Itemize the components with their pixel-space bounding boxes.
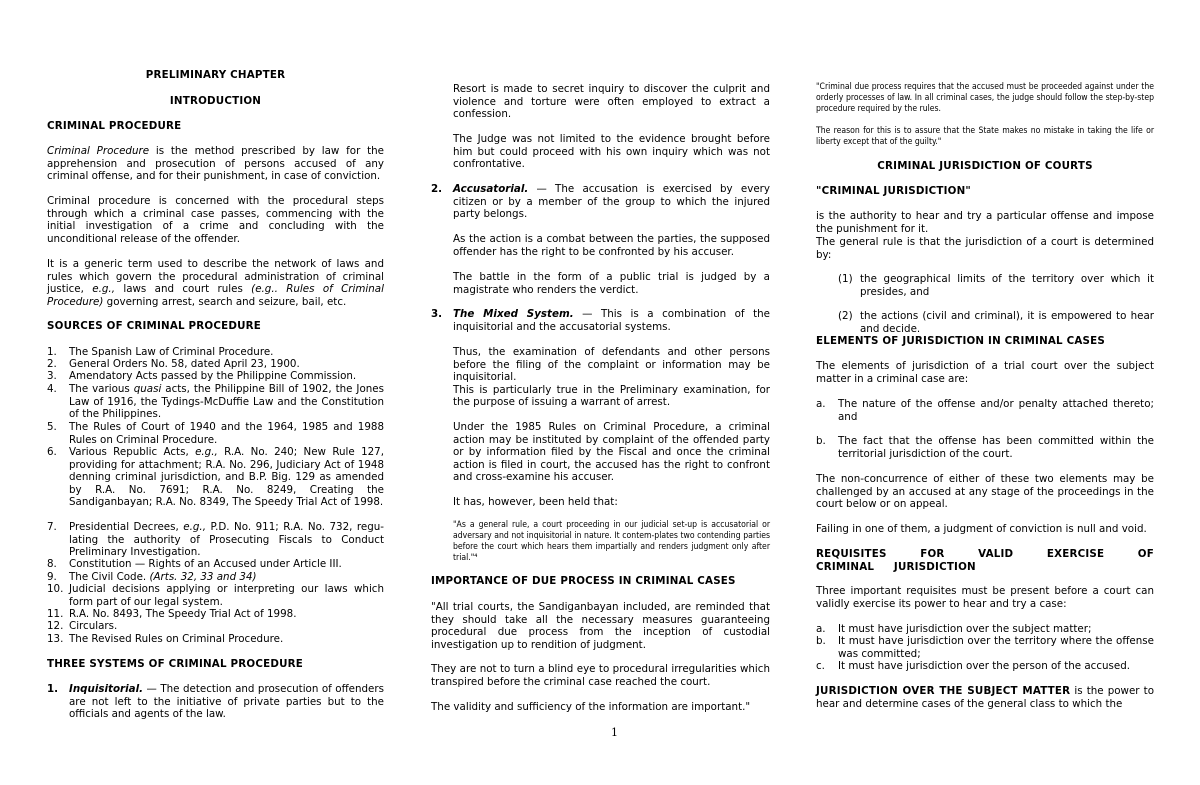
block-quote: "As a general rule, a court proceeding in our judicial set-up is accusatorial or adversary and not inquisitorial in nature. It contem-plates two contending parties before the court which hears them impartially and renders judgment only after trial."⁴ <box>453 520 770 563</box>
section-heading-criminal-procedure: CRIMINAL PROCEDURE <box>47 120 182 132</box>
definition-term: Criminal Procedure <box>47 145 150 157</box>
list-item: 13. The Revised Rules on Criminal Procedure. <box>47 633 284 645</box>
paragraph: It has, however, been held that: <box>453 496 618 508</box>
list-item: b. The fact that the offense has been committed within the territorial jurisdiction of the court. <box>816 435 1154 460</box>
list-item: 11. R.A. No. 8493, The Speedy Trial Act of 1998. <box>47 608 297 620</box>
paragraph: The battle in the form of a public trial is judged by a magistrate who renders the verdict. <box>453 271 770 296</box>
list-item: 3. Amendatory Acts passed by the Philippine Commission. <box>47 370 357 382</box>
paragraph: Failing in one of them, a judgment of conviction is null and void. <box>816 523 1147 535</box>
list-item: (1) the geographical limits of the territory over which it presides, and <box>838 273 1154 298</box>
list-item: (2) the actions (civil and criminal), it is empowered to hear and decide. <box>838 310 1154 335</box>
quote-paragraph: "Criminal due process requires that the accused must be proceeded against under the orderly processes of law. In all criminal cases, the judge should follow the step-by-step procedure required by the rules. <box>816 82 1154 114</box>
paragraph-generic-term: It is a generic term used to describe the network of laws and rules which govern the procedural administration of criminal justice, e.g., laws and court rules (e.g.. Rules of Criminal Procedure) governing arrest, search and seizure, bail, etc. <box>47 258 384 308</box>
quote-paragraph: The reason for this is to assure that the State makes no mistake in taking the life or liberty except that of the guilty." <box>816 126 1154 147</box>
list-item: 7. Presidential Decrees, e.g., P.D. No. 911; R.A. No. 732, regu-lating the authority of Prosecuting Fiscals to Conduct Preliminary Investigation. <box>47 521 385 559</box>
system-item-mixed: 3. The Mixed System. — This is a combination of the inquisitorial and the accusatorial systems. <box>431 308 770 333</box>
section-heading-sources: SOURCES OF CRIMINAL PROCEDURE <box>47 320 262 332</box>
list-item: 2. General Orders No. 58, dated April 23, 1900. <box>47 358 300 370</box>
paragraph: Under the 1985 Rules on Criminal Procedure, a criminal action may be instituted by complaint of the offended party or by information filed by the Fiscal and once the criminal action is filed in court, the accused has the right to confront and cross-examine his accuser. <box>453 421 770 484</box>
list-item: 6. Various Republic Acts, e.g., R.A. No. 240; New Rule 127, providing for attachment; R.A. No. 296, Judiciary Act of 1948 denning criminal jurisdiction, and B.P. Big. 129 as amended by R.A. No. 7691; R.A. No. 8249, Creating the Sandiganbayan; R.A. No. 8349, The Speedy Trial Act of 1998. <box>47 446 384 509</box>
paragraph: The Judge was not limited to the evidence brought before him but could proceed with his own inquiry which was not confrontative. <box>453 133 770 171</box>
paragraph-steps: Criminal procedure is concerned with the procedural steps through which a criminal case passes, commencing with the initial investigation of a crime and concluding with the unconditional release of the offender. <box>47 195 384 245</box>
list-item: 8. Constitution — Rights of an Accused under Article III. <box>47 558 342 570</box>
list-item: a. It must have jurisdiction over the subject matter; <box>816 623 1092 635</box>
paragraph: Thus, the examination of defendants and other persons before the filing of the complaint or information may be inquisitorial. This is particularly true in the Preliminary examination, for the purpose of issuing a warrant of arrest. <box>453 346 770 409</box>
section-heading-criminal-jurisdiction: "CRIMINAL JURISDICTION" <box>816 185 971 197</box>
section-heading-jurisdiction-of-courts: CRIMINAL JURISDICTION OF COURTS <box>877 160 1093 172</box>
list-item: 9. The Civil Code. (Arts. 32, 33 and 34) <box>47 571 257 583</box>
system-item-accusatorial: 2. Accusatorial. — The accusation is exercised by every citizen or by a member of the group to which the injured party belongs. <box>431 183 770 221</box>
list-item: 12. Circulars. <box>47 620 118 632</box>
paragraph: is the authority to hear and try a particular offense and impose the punishment for it. <box>816 210 1154 235</box>
definition-text: is the method prescribed by law for the apprehension and prosecution of persons accused of any criminal offense, and for their punishment, in case of conviction. <box>47 145 384 183</box>
list-item: 4. The various quasi acts, the Philippine Bill of 1902, the Jones Law of 1916, the Tydings-McDuffie Law and the Constitution of the Philippines. <box>47 383 384 421</box>
list-item: a. The nature of the offense and/or penalty attached thereto; and <box>816 398 1154 423</box>
page-number: 1 <box>611 726 618 739</box>
paragraph: "All trial courts, the Sandiganbayan included, are reminded that they should take all the necessary measures guaranteeing procedural due process from the inception of custodial investigation up to rendition of judgment. <box>431 601 770 651</box>
list-item: 1. The Spanish Law of Criminal Procedure. <box>47 346 274 358</box>
section-heading-due-process: IMPORTANCE OF DUE PROCESS IN CRIMINAL CASES <box>431 575 736 587</box>
section-heading-three-systems: THREE SYSTEMS OF CRIMINAL PROCEDURE <box>47 658 304 670</box>
paragraph: Three important requisites must be present before a court can validly exercise its power to hear and try a case: <box>816 585 1154 610</box>
definition-paragraph <box>47 145 384 183</box>
paragraph: As the action is a combat between the parties, the supposed offender has the right to be confronted by his accuser. <box>453 233 770 258</box>
section-heading-elements: ELEMENTS OF JURISDICTION IN CRIMINAL CASES <box>816 335 1105 347</box>
list-item: b. It must have jurisdiction over the territory where the offense was committed; <box>816 635 1154 660</box>
section-heading-requisites: REQUISITES FOR VALID EXERCISE OF CRIMINAL JURISDICTION <box>816 548 1154 573</box>
paragraph-subject-matter: JURISDICTION OVER THE SUBJECT MATTER is the power to hear and determine cases of the general class to which the <box>816 685 1154 710</box>
list-item: c. It must have jurisdiction over the person of the accused. <box>816 660 1131 672</box>
intro-title: INTRODUCTION <box>169 95 262 107</box>
paragraph: The validity and sufficiency of the information are important." <box>431 701 751 713</box>
paragraph: The general rule is that the jurisdiction of a court is determined by: <box>816 236 1154 261</box>
paragraph: They are not to turn a blind eye to procedural irregularities which transpired before the criminal case reached the court. <box>431 663 770 688</box>
paragraph: The non-concurrence of either of these two elements may be challenged by an accused at any stage of the proceedings in the court below or on appeal. <box>816 473 1154 511</box>
paragraph: The elements of jurisdiction of a trial court over the subject matter in a criminal case are: <box>816 360 1154 385</box>
list-item: 10. Judicial decisions applying or interpreting our laws which form part of our legal system. <box>47 583 384 608</box>
paragraph: Resort is made to secret inquiry to discover the culprit and violence and torture were often employed to extract a confession. <box>453 83 770 121</box>
chapter-title: PRELIMINARY CHAPTER <box>145 69 286 81</box>
list-item: 5. The Rules of Court of 1940 and the 1964, 1985 and 1988 Rules on Criminal Procedure. <box>47 421 384 446</box>
system-item-inquisitorial: 1. Inquisitorial. — The detection and prosecution of offenders are not left to the initiative of private parties but to the officials and agents of the law. <box>47 683 384 721</box>
